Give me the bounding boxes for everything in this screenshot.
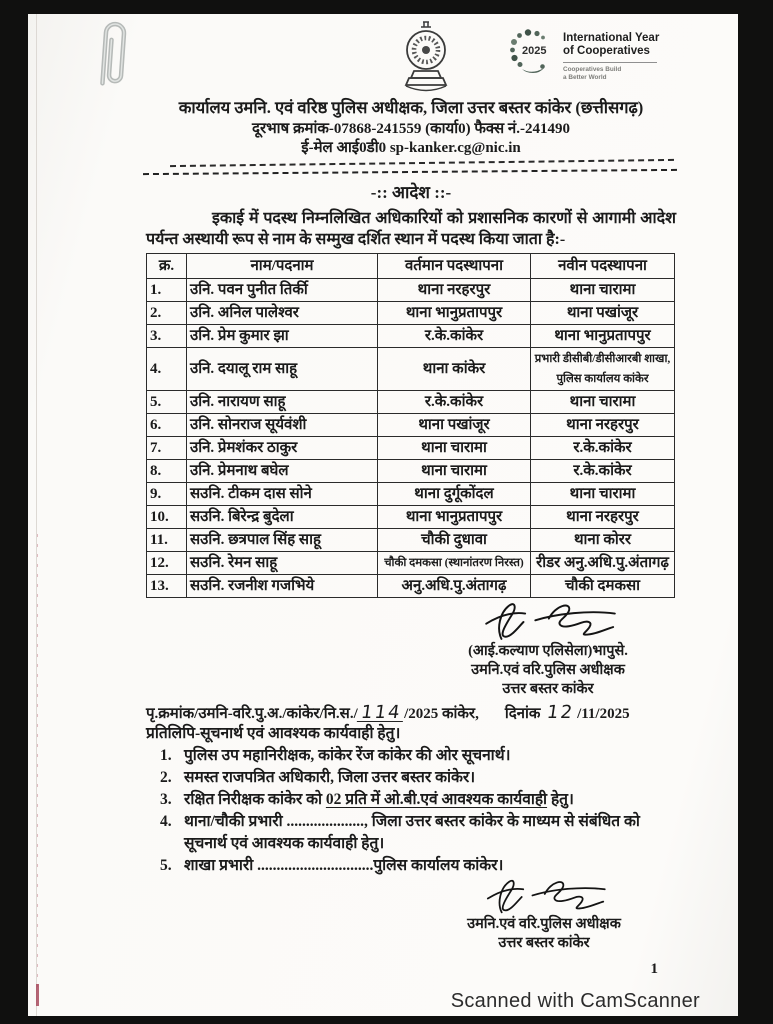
cell-new-posting: रीडर अनु.अधि.पु.अंतागढ़ xyxy=(531,552,675,575)
cell-current-posting: थाना दुर्गूकोंदल xyxy=(378,483,531,506)
table-row xyxy=(147,348,675,391)
cell-new-posting: थाना चारामा xyxy=(531,391,675,414)
copy-item-2 xyxy=(146,767,676,789)
reference-suffix: /2025 कांकेर, xyxy=(404,706,479,722)
table-row xyxy=(147,414,675,437)
cell-serial: 7. xyxy=(147,437,187,460)
copy-item-text-pre: थाना/चौकी प्रभारी xyxy=(184,813,287,830)
cell-current-posting: थाना चारामा xyxy=(378,437,531,460)
copy-item-text-post: जिला उत्तर बस्तर कांकेर के माध्यम से संबंधित को सूचनार्थ एवं आवश्यक कार्यवाही हेतु। xyxy=(184,813,640,852)
email-line: ई-मेल आई0डी0 sp-kanker.cg@nic.in xyxy=(301,140,521,156)
cell-serial: 12. xyxy=(147,552,187,575)
scan-artifact-red-dotted-line xyxy=(37,534,38,994)
copy-item-text xyxy=(184,811,676,855)
cell-name: सउनि. छत्रपाल सिंह साहू xyxy=(187,529,378,552)
cell-current-posting: थाना चारामा xyxy=(378,460,531,483)
copy-item-underlined-text: 02 प्रति में ओ.बी.एवं आवश्यक कार्यवाही xyxy=(325,791,548,808)
copy-item-number: 2. xyxy=(160,769,172,786)
cell-new-posting: र.के.कांकेर xyxy=(531,460,675,483)
table-row xyxy=(147,529,675,552)
document-content xyxy=(146,98,676,978)
cell-serial: 6. xyxy=(147,414,187,437)
iyc-2025-logo xyxy=(506,26,659,82)
reference-prefix: पृ.क्रमांक/उमनि-वरि.पु.अ./कांकेर/नि.स./ xyxy=(146,706,358,722)
cell-name: सउनि. रेमन साहू xyxy=(187,552,378,575)
signature-icon xyxy=(462,877,626,917)
cell-name: उनि. प्रेमशंकर ठाकुर xyxy=(187,437,378,460)
cell-serial: 2. xyxy=(147,302,187,325)
postings-table xyxy=(146,253,675,598)
cell-name: उनि. अनिल पालेश्वर xyxy=(187,302,378,325)
cell-new-posting: थाना भानुप्रतापपुर xyxy=(531,325,675,348)
cell-new-posting: थाना कोरर xyxy=(531,529,675,552)
dotted-blank: .............................. xyxy=(257,857,374,874)
signatory-district: उत्तर बस्तर कांकेर xyxy=(498,935,590,951)
table-row xyxy=(147,460,675,483)
phone-fax-line: दूरभाष क्रमांक-07868-241559 (कार्या0) फैक्स नं.-241490 xyxy=(252,121,570,137)
signature-icon xyxy=(463,600,633,644)
cell-serial: 8. xyxy=(147,460,187,483)
cell-new-posting: थाना चारामा xyxy=(531,483,675,506)
copy-item-number: 3. xyxy=(160,791,172,808)
cell-current-posting: र.के.कांकेर xyxy=(378,391,531,414)
table-row xyxy=(147,552,675,575)
signatory-designation: उमनि.एवं वरि.पुलिस अधीक्षक xyxy=(467,916,621,932)
cell-name: सउनि. टीकम दास सोने xyxy=(187,483,378,506)
cell-current-posting: चौकी दुधावा xyxy=(378,529,531,552)
copy-item-5 xyxy=(146,855,676,877)
copy-item-text-pre: रक्षित निरीक्षक कांकेर को xyxy=(184,791,326,808)
cell-serial: 13. xyxy=(147,575,187,598)
order-heading: -:: आदेश ::- xyxy=(370,183,452,202)
date-label: दिनांक xyxy=(504,706,541,722)
cell-name: उनि. सोनराज सूर्यवंशी xyxy=(187,414,378,437)
table-row xyxy=(147,302,675,325)
reference-number-line xyxy=(146,703,676,723)
copy-item-text-pre: शाखा प्रभारी xyxy=(184,857,258,874)
cell-current-posting: अनु.अधि.पु.अंतागढ़ xyxy=(378,575,531,598)
table-header-row xyxy=(147,254,675,279)
iyc-divider xyxy=(563,62,657,63)
cell-name: उनि. नारायण साहू xyxy=(187,391,378,414)
cell-name: उनि. प्रेमनाथ बघेल xyxy=(187,460,378,483)
signatory-district: उत्तर बस्तर कांकेर xyxy=(502,681,594,697)
cell-new-posting: र.के.कांकेर xyxy=(531,437,675,460)
handwritten-date-day: 12 xyxy=(545,702,576,723)
cell-current-posting: थाना भानुप्रतापपुर xyxy=(378,506,531,529)
page-number: 1 xyxy=(650,961,658,977)
cell-name: सउनि. बिरेन्द्र बुदेला xyxy=(187,506,378,529)
signatory-name: (आई.कल्याण एलिसेला)भापुसे. xyxy=(468,643,628,659)
copies-heading: प्रतिलिपि-सूचनार्थ एवं आवश्यक कार्यवाही हेतु। xyxy=(146,725,401,742)
iyc-tagline1: Cooperatives Build xyxy=(563,66,622,73)
cell-new-posting: थाना पखांजूर xyxy=(531,302,675,325)
cell-name: उनि. प्रेम कुमार झा xyxy=(187,325,378,348)
iyc-title-line1: International Year xyxy=(563,32,660,44)
scan-artifact-red-mark xyxy=(36,984,39,1006)
cell-serial: 9. xyxy=(147,483,187,506)
copy-item-text xyxy=(184,789,676,811)
cell-new-posting: थाना नरहरपुर xyxy=(531,506,675,529)
cell-serial: 1. xyxy=(147,279,187,302)
cell-serial: 3. xyxy=(147,325,187,348)
cell-current-posting: थाना भानुप्रतापपुर xyxy=(378,302,531,325)
handwritten-reference-number: 114 xyxy=(357,705,406,722)
table-row xyxy=(147,391,675,414)
paperclip-icon xyxy=(87,15,139,109)
dashed-rule-top xyxy=(170,159,674,167)
copy-item-text xyxy=(184,855,676,877)
postings-table-body xyxy=(147,279,675,598)
copy-item-3 xyxy=(146,789,676,811)
iyc-c-dots-icon xyxy=(506,26,556,76)
date-printed-part: /11/2025 xyxy=(577,706,630,722)
camscanner-watermark: Scanned with CamScanner xyxy=(450,990,700,1012)
copy-item-number: 4. xyxy=(160,813,172,830)
iyc-title-line2: of Cooperatives xyxy=(563,45,650,57)
dashed-rule-bottom xyxy=(143,169,677,175)
cell-serial: 5. xyxy=(147,391,187,414)
cell-name: उनि. दयालू राम साहू xyxy=(187,348,378,391)
cell-new-posting: थाना चारामा xyxy=(531,279,675,302)
dotted-blank: ...................., xyxy=(286,813,368,830)
table-row xyxy=(147,575,675,598)
cell-new-posting: प्रभारी डीसीबी/डीसीआरबी शाखा, पुलिस कार्यालय कांकेर xyxy=(531,348,675,391)
copy-item-number: 5. xyxy=(160,857,172,874)
copy-item-text-post: पुलिस कार्यालय कांकेर। xyxy=(373,857,504,874)
cell-serial: 4. xyxy=(147,348,187,391)
order-intro-paragraph: इकाई में पदस्थ निम्नलिखित अधिकारियों को प्रशासनिक कारणों से आगामी आदेश पर्यन्त अस्थायी रूप से नाम के सम्मुख दर्शित स्थान में पदस्थ किया जाता है:- xyxy=(146,210,676,248)
cell-current-posting: थाना कांकेर xyxy=(378,348,531,391)
table-row xyxy=(147,325,675,348)
copy-item-text-post: हेतु। xyxy=(547,791,574,808)
table-row xyxy=(147,483,675,506)
table-row xyxy=(147,279,675,302)
col-header-serial: क्र. xyxy=(147,254,187,279)
iyc-tagline2: a Better World xyxy=(563,74,607,81)
document-page xyxy=(28,14,738,1016)
copy-item-text: समस्त राजपत्रित अधिकारी, जिला उत्तर बस्तर कांकेर। xyxy=(184,769,476,786)
cell-name: उनि. पवन पुनीत तिर्की xyxy=(187,279,378,302)
copy-item-4 xyxy=(146,811,676,855)
cell-new-posting: थाना नरहरपुर xyxy=(531,414,675,437)
cell-current-posting: थाना पखांजूर xyxy=(378,414,531,437)
iyc-year: 2025 xyxy=(522,45,547,57)
signatory-designation: उमनि.एवं वरि.पुलिस अधीक्षक xyxy=(471,662,625,678)
copy-item-number: 1. xyxy=(160,747,172,764)
col-header-current-posting: वर्तमान पदस्थापना xyxy=(378,254,531,279)
signature-block-top xyxy=(422,600,674,699)
col-header-new-posting: नवीन पदस्थापना xyxy=(531,254,675,279)
table-row xyxy=(147,506,675,529)
cell-current-posting: थाना नरहरपुर xyxy=(378,279,531,302)
office-title: कार्यालय उमनि. एवं वरिष्ठ पुलिस अधीक्षक, जिला उत्तर बस्तर कांकेर (छत्तीसगढ़) xyxy=(178,98,644,117)
table-row xyxy=(147,437,675,460)
cell-current-posting: चौकी दमकसा (स्थानांतरण निरस्त) xyxy=(378,552,531,575)
cell-new-posting: चौकी दमकसा xyxy=(531,575,675,598)
copy-item-text: पुलिस उप महानिरीक्षक, कांकेर रेंज कांकेर की ओर सूचनार्थ। xyxy=(184,747,511,764)
police-emblem-icon xyxy=(394,20,458,103)
cell-name: सउनि. रजनीश गजभिये xyxy=(187,575,378,598)
cell-serial: 10. xyxy=(147,506,187,529)
col-header-name: नाम/पदनाम xyxy=(187,254,378,279)
cell-current-posting: र.के.कांकेर xyxy=(378,325,531,348)
cell-serial: 11. xyxy=(147,529,187,552)
signature-block-bottom xyxy=(418,877,670,953)
copy-item-1 xyxy=(146,745,676,767)
